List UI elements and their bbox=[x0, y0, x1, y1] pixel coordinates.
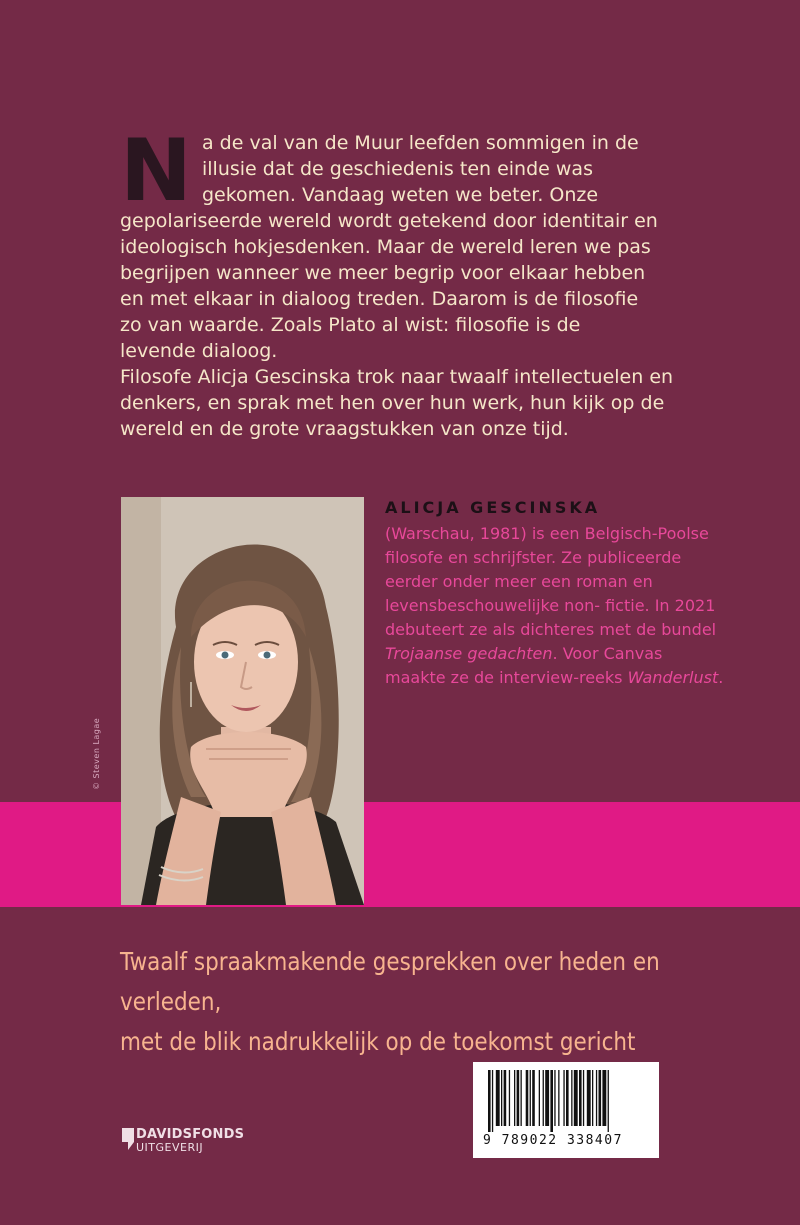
barcode-bar bbox=[579, 1070, 582, 1126]
barcode-bar bbox=[592, 1070, 593, 1126]
intro-text bbox=[120, 121, 720, 442]
bio-text-end: . bbox=[718, 668, 724, 687]
barcode-bar bbox=[496, 1070, 500, 1126]
barcode-bar bbox=[488, 1070, 491, 1132]
author-photo bbox=[121, 497, 364, 905]
barcode-bar bbox=[526, 1070, 529, 1126]
drop-cap: N bbox=[120, 121, 192, 221]
tagline-line-2: met de blik nadrukkelijk op de toekomst gericht bbox=[120, 1027, 636, 1056]
publisher-subtitle: UITGEVERIJ bbox=[136, 1141, 204, 1154]
bio-text-middle: . Voor Canvas maakte ze de interview-reeks bbox=[385, 644, 663, 687]
photo-credit: © Steven Lagae bbox=[92, 717, 101, 790]
barcode-bar bbox=[539, 1070, 540, 1126]
publisher-logo bbox=[122, 1128, 244, 1154]
barcode-bar bbox=[608, 1070, 609, 1132]
publisher-name: DAVIDSFONDS bbox=[136, 1127, 245, 1142]
barcode-bar bbox=[563, 1070, 564, 1126]
barcode-bar bbox=[530, 1070, 531, 1126]
barcode-bar bbox=[574, 1070, 578, 1126]
publisher-mark-icon bbox=[122, 1128, 134, 1150]
barcode-bar bbox=[566, 1070, 569, 1126]
series-title: Wanderlust bbox=[627, 668, 719, 687]
barcode bbox=[473, 1062, 659, 1158]
barcode-bars-icon bbox=[488, 1070, 644, 1132]
barcode-bar bbox=[545, 1070, 549, 1126]
barcode-bar bbox=[602, 1070, 606, 1126]
barcode-bar bbox=[514, 1070, 515, 1126]
barcode-bar bbox=[599, 1070, 602, 1126]
author-name: ALICJA GESCINSKA bbox=[385, 498, 601, 517]
isbn-number: 9 789022 338407 bbox=[483, 1133, 623, 1148]
pink-band bbox=[0, 802, 800, 907]
barcode-bar bbox=[504, 1070, 507, 1126]
author-bio bbox=[385, 496, 725, 690]
barcode-bar bbox=[550, 1070, 553, 1132]
barcode-bar bbox=[492, 1070, 493, 1132]
barcode-bar bbox=[583, 1070, 584, 1126]
barcode-bar bbox=[532, 1070, 535, 1126]
barcode-bar bbox=[554, 1070, 555, 1126]
barcode-bar bbox=[521, 1070, 522, 1126]
author-portrait-illustration bbox=[121, 497, 364, 905]
barcode-bar bbox=[558, 1070, 559, 1126]
barcode-bar bbox=[501, 1070, 502, 1126]
bio-text bbox=[385, 522, 725, 690]
intro-paragraph-2: Filosofe Alicja Gescinska trok naar twaalf intellectuelen en denkers, en sprak met hen over hun werk, hun kijk op de wereld en de grote vraagstukken van onze tijd. bbox=[120, 366, 674, 440]
barcode-bar bbox=[517, 1070, 520, 1126]
tagline bbox=[120, 942, 688, 1062]
book-title: Trojaanse gedachten bbox=[385, 644, 553, 663]
intro-paragraph-1: a de val van de Muur leefden sommigen in de illusie dat de geschiedenis ten einde was gekomen. Vandaag weten we beter. Onze gepolariseerde wereld wordt getekend door identitair en ideologisch hokjesdenken. Maar de wereld leren we pas begrijpen wanneer we meer begrip voor elkaar hebben en met elkaar in dialoog treden. Daarom is de filosofie zo van waarde. Zoals Plato al wist: filosofie is de levende dialoog. bbox=[120, 132, 658, 362]
barcode-bar bbox=[596, 1070, 597, 1126]
barcode-bar bbox=[571, 1070, 572, 1126]
bio-text-start: (Warschau, 1981) is een Belgisch-Poolse filosofe en schrijfster. Ze publiceerde eerder onder meer een roman en levensbeschouwelijke non- fictie. In 2021 debuteert ze als dichteres met de bundel bbox=[385, 524, 717, 639]
barcode-bar bbox=[509, 1070, 510, 1126]
barcode-bar bbox=[587, 1070, 591, 1126]
barcode-bar bbox=[543, 1070, 544, 1126]
tagline-line-1: Twaalf spraakmakende gesprekken over heden en verleden, bbox=[120, 947, 660, 1016]
